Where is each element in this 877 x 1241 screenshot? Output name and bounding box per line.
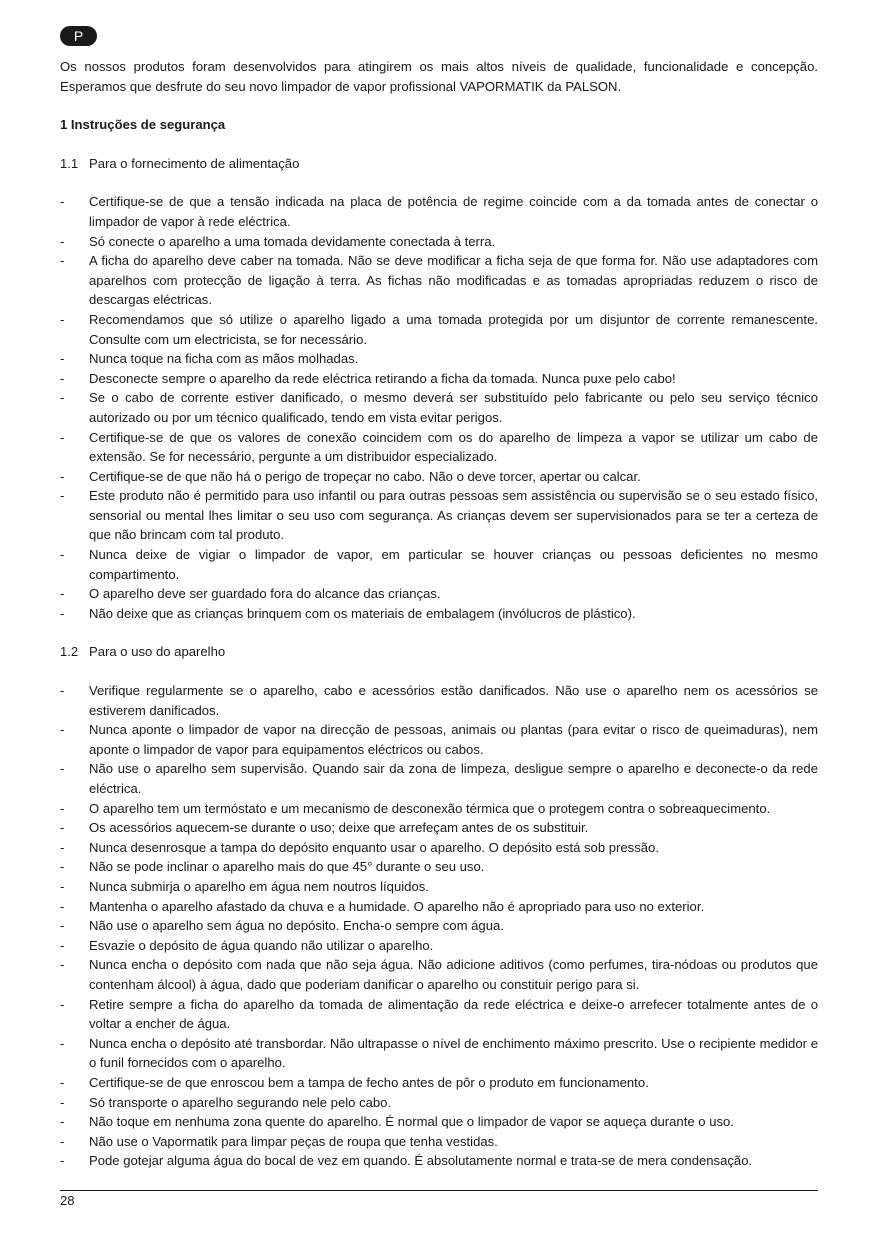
page-number: 28 <box>60 1193 75 1208</box>
list-item: - A ficha do aparelho deve caber na tomada. Não se deve modificar a ficha seja de que forma for. Não use adaptadores com aparelhos com protecção de ligação à terra. As fichas não modificadas e as tomadas apropriadas reduzem o risco de descargas eléctricas. <box>60 251 818 310</box>
list-item: - Nunca aponte o limpador de vapor na direcção de pessoas, animais ou plantas (para evitar o risco de queimaduras), nem aponte o limpador de vapor para equipamentos eléctricos ou cabos. <box>60 720 818 759</box>
list-item: - Nunca toque na ficha com as mãos molhadas. <box>60 349 818 369</box>
list-item: - O aparelho tem um termóstato e um mecanismo de desconexão térmica que o protegem contra o sobreaquecimento. <box>60 799 818 819</box>
list-item: - Este produto não é permitido para uso infantil ou para outras pessoas sem assistência ou supervisão se o seu estado físico, sensorial ou mental lhes limitar o seu uso com segurança. As crianças devem ser supervisionados para se ter a certeza de que não brincam com tal produto. <box>60 486 818 545</box>
list-item: - Não toque em nenhuma zona quente do aparelho. É normal que o limpador de vapor se aqueça durante o uso. <box>60 1112 818 1132</box>
list-item: - Não deixe que as crianças brinquem com os materiais de embalagem (invólucros de plástico). <box>60 604 818 624</box>
language-badge: P <box>60 26 97 46</box>
list-item: - Não use o aparelho sem supervisão. Quando sair da zona de limpeza, desligue sempre o aparelho e deconecte-o da rede eléctrica. <box>60 759 818 798</box>
intro-paragraph: Os nossos produtos foram desenvolvidos para atingirem os mais altos níveis de qualidade, funcionalidade e concepção. Esperamos que desfrute do seu novo limpador de vapor profissional VAPORMATIK da PALSON. <box>60 59 818 94</box>
list-item: - Nunca encha o depósito com nada que não seja água. Não adicione aditivos (como perfumes, tira-nódoas ou produtos que contenham álcool) à água, dado que poderiam danificar o aparelho ou constituir perigo para si. <box>60 955 818 994</box>
subsection-title: Para o fornecimento de alimentação <box>89 155 300 171</box>
list-item: - Nunca deixe de vigiar o limpador de vapor, em particular se houver crianças ou pessoas deficientes no mesmo compartimento. <box>60 545 818 584</box>
list-item: - Nunca encha o depósito até transbordar. Não ultrapasse o nível de enchimento máximo prescrito. Use o recipiente medidor e o funil fornecidos com o aparelho. <box>60 1034 818 1073</box>
list-item: - Certifique-se de que os valores de conexão coincidem com os do aparelho de limpeza a vapor se utilizar um cabo de extensão. Se for necessário, pergunte a um distribuidor especializado. <box>60 428 818 467</box>
bullet-list-1-1 <box>60 192 818 623</box>
list-item: - Mantenha o aparelho afastado da chuva e a humidade. O aparelho não é apropriado para uso no exterior. <box>60 897 818 917</box>
list-item: - Esvazie o depósito de água quando não utilizar o aparelho. <box>60 936 818 956</box>
list-item: - Nunca desenrosque a tampa do depósito enquanto usar o aparelho. O depósito está sob pressão. <box>60 838 818 858</box>
bullet-list-1-2 <box>60 681 818 1171</box>
list-item: - Os acessórios aquecem-se durante o uso; deixe que arrefeçam antes de os substituir. <box>60 818 818 838</box>
list-item: - Não use o aparelho sem água no depósito. Encha-o sempre com água. <box>60 916 818 936</box>
list-item: - Só transporte o aparelho segurando nele pelo cabo. <box>60 1093 818 1113</box>
subsection-number: 1.1 <box>60 155 79 171</box>
list-item: - Nunca submirja o aparelho em água nem noutros líquidos. <box>60 877 818 897</box>
list-item: - Verifique regularmente se o aparelho, cabo e acessórios estão danificados. Não use o aparelho nem os acessórios se estiverem danificados. <box>60 681 818 720</box>
subsection-title: Para o uso do aparelho <box>89 644 226 660</box>
subsection-heading-1-1 <box>60 154 818 174</box>
subsection-heading-1-2 <box>60 642 818 662</box>
list-item: - Recomendamos que só utilize o aparelho ligado a uma tomada protegida por um disjuntor de corrente remanescente. Consulte com um electricista, se for necessário. <box>60 310 818 349</box>
list-item: - Certifique-se de que enroscou bem a tampa de fecho antes de pôr o produto em funcionamento. <box>60 1073 818 1093</box>
document-page <box>60 26 818 1190</box>
list-item: - O aparelho deve ser guardado fora do alcance das crianças. <box>60 584 818 604</box>
list-item: - Se o cabo de corrente estiver danificado, o mesmo deverá ser substituído pelo fabricante ou pelo seu serviço técnico autorizado ou por um técnico qualificado, tendo em vista evitar perigos. <box>60 388 818 427</box>
list-item: - Certifique-se de que a tensão indicada na placa de potência de regime coincide com a da tomada antes de conectar o limpador de vapor à rede eléctrica. <box>60 192 818 231</box>
subsection-number: 1.2 <box>60 644 79 660</box>
section-heading: 1 Instruções de segurança <box>60 117 226 133</box>
list-item: - Certifique-se de que não há o perigo de tropeçar no cabo. Não o deve torcer, apertar ou calcar. <box>60 467 818 487</box>
list-item: - Não use o Vapormatik para limpar peças de roupa que tenha vestidas. <box>60 1132 818 1152</box>
footer-divider <box>60 1190 818 1191</box>
list-item: - Retire sempre a ficha do aparelho da tomada de alimentação da rede eléctrica e deixe-o arrefecer totalmente antes de o voltar a encher de água. <box>60 995 818 1034</box>
list-item: - Pode gotejar alguma água do bocal de vez em quando. É absolutamente normal e trata-se de mera condensação. <box>60 1151 818 1171</box>
list-item: - Não se pode inclinar o aparelho mais do que 45° durante o seu uso. <box>60 857 818 877</box>
list-item: - Desconecte sempre o aparelho da rede eléctrica retirando a ficha da tomada. Nunca puxe pelo cabo! <box>60 369 818 389</box>
list-item: - Só conecte o aparelho a uma tomada devidamente conectada à terra. <box>60 232 818 252</box>
